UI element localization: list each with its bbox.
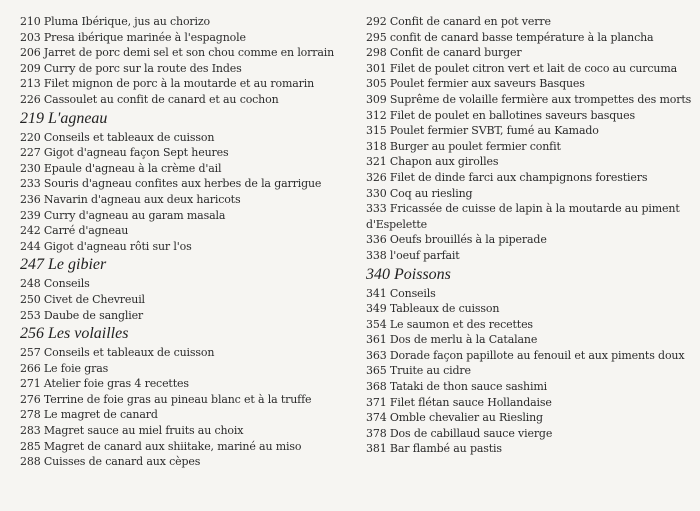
index-entry: 257 Conseils et tableaux de cuisson [20,346,215,360]
index-entry: 271 Atelier foie gras 4 recettes [20,377,189,391]
index-entry: 244 Gigot d'agneau rôti sur l'os [20,239,192,253]
index-entry: 248 Conseils [20,277,90,291]
index-entry: 278 Le magret de canard [20,408,158,422]
left-column [20,14,350,470]
index-entry: 203 Presa ibérique marinée à l'espagnole [20,30,246,44]
right-column [366,14,696,457]
index-entry: 374 Omble chevalier au Riesling [366,411,543,425]
index-entry: 250 Civet de Chevreuil [20,292,145,306]
index-entry: 292 Confit de canard en pot verre [366,15,551,28]
index-entry: 227 Gigot d'agneau façon Sept heures [20,146,229,160]
index-entry: 378 Dos de cabillaud sauce vierge [366,426,553,440]
index-entry: 266 Le foie gras [20,361,109,375]
index-entry: 365 Truite au cidre [366,364,471,378]
index-entry: 363 Dorade façon papillote au fenouil et aux piments doux [366,348,685,362]
index-entry: 230 Epaule d'agneau à la crème d'ail [20,161,222,175]
index-entry-continuation: d'Espelette [366,217,428,231]
index-entry: 305 Poulet fermier aux saveurs Basques [366,77,585,91]
index-entry: 354 Le saumon et des recettes [366,317,533,331]
index-entry: 206 Jarret de porc demi sel et son chou comme en lorrain [20,46,335,60]
index-entry: 283 Magret sauce au miel fruits au choix [20,424,244,438]
index-entry: 210 Pluma Ibérique, jus au chorizo [20,15,211,28]
index-entry: 236 Navarin d'agneau aux deux haricots [20,192,241,206]
index-entry: 330 Coq au riesling [366,186,473,200]
index-entry: 312 Filet de poulet en ballotines saveurs basques [366,108,635,122]
index-entry: 349 Tableaux de cuisson [366,302,500,316]
right-block-b [366,286,696,458]
index-entry: 242 Carré d'agneau [20,224,129,238]
section-heading-volailles: 256 Les volailles [20,325,129,343]
section-heading-agneau: 219 L'agneau [20,109,108,127]
index-entry: 333 Fricassée de cuisse de lapin à la moutarde au piment [366,202,680,216]
index-entry: 336 Oeufs brouillés à la piperade [366,233,547,247]
left-block-a [20,14,350,108]
index-entry: 233 Souris d'agneau confites aux herbes de la garrigue [20,177,322,191]
left-block-b [20,130,350,255]
index-entry: 226 Cassoulet au confit de canard et au cochon [20,92,279,106]
index-entry: 326 Filet de dinde farci aux champignons forestiers [366,170,648,184]
index-entry: 298 Confit de canard burger [366,46,522,60]
index-entry: 338 l'oeuf parfait [366,248,460,262]
index-entry: 213 Filet mignon de porc à la moutarde et au romarin [20,77,315,91]
index-entry: 309 Suprême de volaille fermière aux trompettes des morts [366,92,692,106]
index-entry: 209 Curry de porc sur la route des Indes [20,61,242,75]
index-entry: 288 Cuisses de canard aux cèpes [20,455,201,469]
index-entry: 361 Dos de merlu à la Catalane [366,333,538,347]
index-entry: 295 confit de canard basse température à la plancha [366,30,654,44]
index-entry: 315 Poulet fermier SVBT, fumé au Kamado [366,124,599,138]
index-entry: 318 Burger au poulet fermier confit [366,139,561,153]
index-entry: 239 Curry d'agneau au garam masala [20,208,226,222]
right-block-a [366,14,696,264]
index-entry: 220 Conseils et tableaux de cuisson [20,130,215,144]
index-entry: 371 Filet flétan sauce Hollandaise [366,395,552,409]
index-entry: 341 Conseils [366,286,436,300]
section-heading-poissons: 340 Poissons [366,265,451,283]
section-heading-gibier: 247 Le gibier [20,256,107,274]
index-entry: 285 Magret de canard aux shiitake, mariné au miso [20,439,302,453]
index-entry: 253 Daube de sanglier [20,308,144,322]
index-entry: 381 Bar flambé au pastis [366,442,502,456]
index-entry: 276 Terrine de foie gras au pineau blanc et à la truffe [20,392,312,406]
left-block-c [20,276,350,323]
index-entry: 368 Tataki de thon sauce sashimi [366,380,548,394]
index-entry: 321 Chapon aux girolles [366,155,499,169]
left-block-d [20,345,350,470]
index-entry: 301 Filet de poulet citron vert et lait de coco au curcuma [366,61,678,75]
